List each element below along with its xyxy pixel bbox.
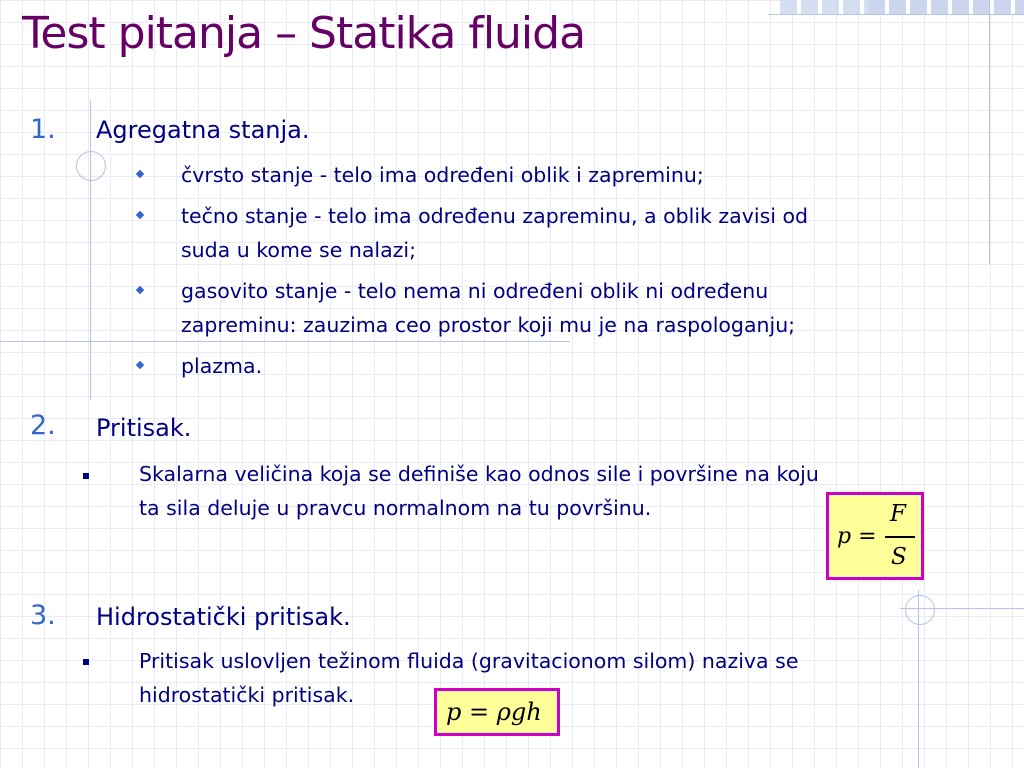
section-1-number: 1.: [30, 114, 56, 145]
section-1-heading: Agregatna stanja.: [96, 116, 310, 144]
section-3-heading: Hidrostatički pritisak.: [96, 603, 351, 631]
bullet-diamond-icon: [136, 211, 144, 219]
formula-lhs: p =: [837, 524, 877, 549]
pressure-formula-box: [826, 492, 924, 580]
bullet-diamond-icon: [136, 361, 144, 369]
bullet-diamond-icon: [136, 170, 144, 178]
section-2-heading: Pritisak.: [96, 414, 192, 442]
decorative-line-left-vertical: [90, 100, 91, 400]
list-item: Skalarna veličina koja se definiše kao odnos sile i površine na koju ta sila deluje u pravcu normalnom na tu površinu.: [139, 462, 819, 520]
formula-expression: p = ρgh: [446, 698, 542, 726]
bullet-square-icon: [83, 473, 89, 479]
hydrostatic-formula-box: [434, 688, 560, 736]
top-decorative-band-left: [780, 0, 868, 14]
list-item: tečno stanje - telo ima određenu zapreminu, a oblik zavisi od suda u kome se nalazi;: [181, 204, 809, 262]
decorative-circle-left: [76, 151, 106, 181]
bullet-square-icon: [83, 659, 89, 665]
formula-denominator: S: [891, 544, 907, 570]
bullet-diamond-icon: [136, 286, 144, 294]
fraction-bar: [885, 536, 915, 538]
slide-title: Test pitanja – Statika fluida: [22, 8, 586, 59]
list-item: Pritisak uslovljen težinom fluida (gravitacionom silom) naziva se hidrostatički pritisak.: [139, 649, 799, 707]
section-3-number: 3.: [30, 600, 56, 631]
top-decorative-band: [868, 0, 1024, 14]
list-item: čvrsto stanje - telo ima određeni oblik i zapreminu;: [181, 163, 704, 187]
list-item: gasovito stanje - telo nema ni određeni oblik ni određenu zapreminu: zauzima ceo prostor koji mu je na raspologanju;: [181, 279, 796, 337]
decorative-line-top: [768, 14, 1024, 15]
formula-numerator: F: [890, 501, 906, 527]
decorative-line-right-vertical: [989, 0, 990, 264]
decorative-circle-right: [905, 595, 935, 625]
list-item: plazma.: [181, 354, 263, 378]
section-2-number: 2.: [30, 410, 56, 441]
